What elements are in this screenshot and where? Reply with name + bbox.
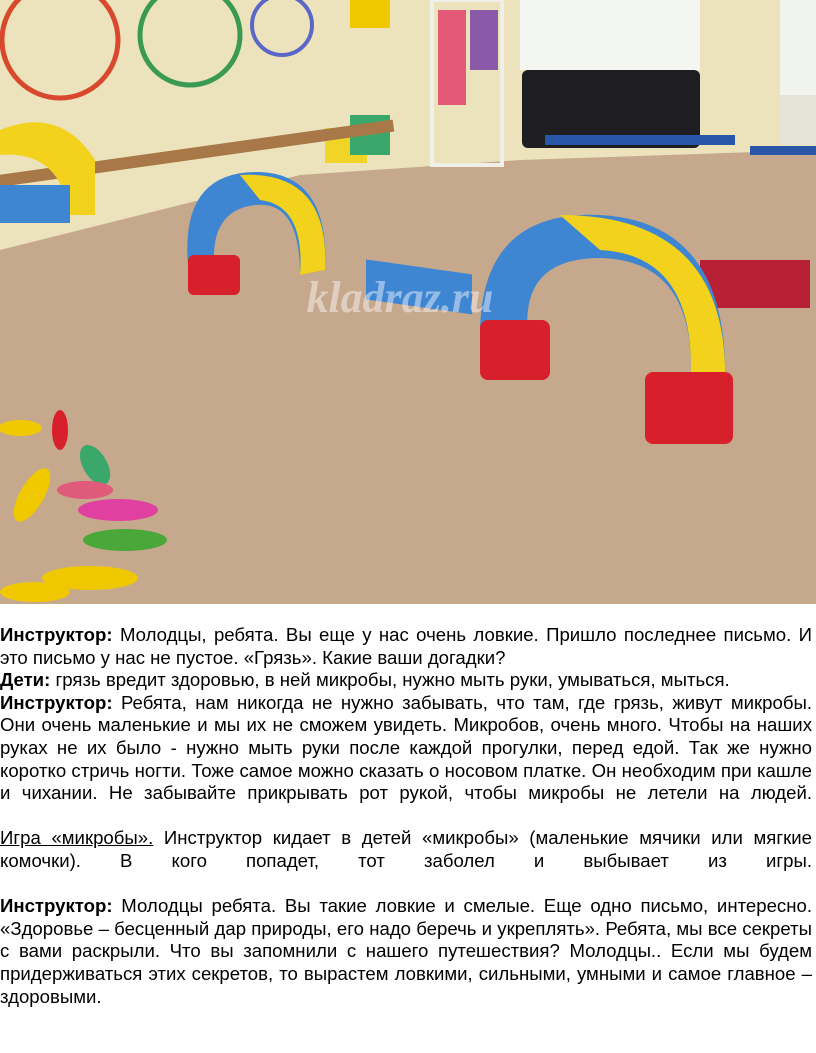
spacer [0, 805, 812, 828]
spacer [0, 873, 812, 896]
radiator [780, 95, 816, 145]
paragraph [0, 624, 812, 669]
speaker-label: Дети: [0, 669, 51, 691]
paragraph [0, 669, 812, 692]
paragraph-text: Молодцы, ребята. Вы еще у нас очень ловкие. Пришло последнее письмо. И это письмо у нас не пустое. «Грязь». Какие ваши догадки? [0, 624, 812, 668]
bench-blue-2 [750, 146, 816, 155]
watermark: kladraz.ru [306, 273, 494, 322]
paragraph-text: Инструктор кидает в детей «микробы» (маленькие мячики или мягкие комочки). В кого попадет, тот заболел и выбывает из игры. [0, 827, 812, 871]
paragraph [0, 895, 812, 1008]
yellow-block [350, 0, 390, 28]
window [520, 0, 700, 70]
bench-blue [545, 135, 735, 145]
red-beam [700, 260, 810, 308]
paragraph [0, 827, 812, 872]
corner-block [0, 185, 70, 223]
game-title: Игра «микробы». [0, 827, 154, 849]
paragraph-text: Молодцы ребята. Вы такие ловкие и смелые. Еще одно письмо, интересно. «Здоровье – бесценный дар природы, его надо беречь и укреплять». Ребята, мы все секреты с вами раскрыли. Что вы запомнили с нашего путешествия? Молодцы.. Если мы будем придерживаться этих секретов, то вырастем ловкими, сильными, умными и самое главное – здоровыми. [0, 895, 812, 1007]
speaker-label: Инструктор: [0, 895, 113, 917]
paragraph-text: грязь вредит здоровью, в ней микробы, нужно мыть руки, умываться, мыться. [50, 669, 730, 691]
paragraph-text: Ребята, нам никогда не нужно забывать, что там, где грязь, живут микробы. Они очень маленькие и мы их не сможем увидеть. Микробов, очень много. Чтобы на наших руках не их было - нужно мыть руки после каждой прогулки, перед едой. Так же нужно коротко стричь ногти. Тоже самое можно сказать о носовом платке. Он необходим при кашле и чихании. Не забывайте прикрывать рот рукой, чтобы микробы не летели на людей. [0, 691, 812, 804]
speaker-label: Инструктор: [0, 691, 113, 713]
paragraph [0, 692, 812, 805]
hanging-mat-purple [470, 10, 498, 70]
hanging-mat-pink [438, 10, 466, 105]
window-right [780, 0, 816, 95]
speaker-label: Инструктор: [0, 624, 113, 645]
article-text [0, 624, 812, 1008]
